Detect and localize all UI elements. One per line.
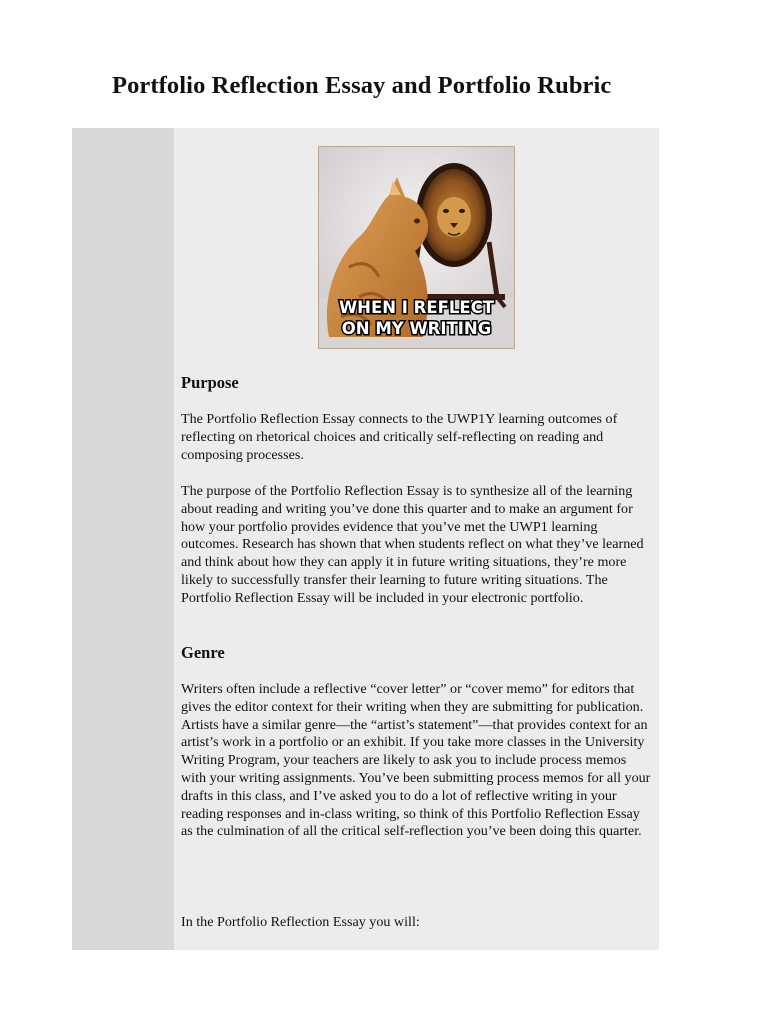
meme-caption-line2: ON MY WRITING — [341, 319, 492, 338]
purpose-paragraph-2: The purpose of the Portfolio Reflection Essay is to synthesize all of the learning about reading and writing you’ve done this quarter and to make an argument for how your portfolio provides evidence that you’ve met the UWP1 learning outcomes. Research has shown that when students reflect on what they’ve learned and think about how they can apply it in future writing situations, they’re more likely to successfully transfer their learning to future writing situations. The Portfolio Reflection Essay will be included in your electronic portfolio. — [181, 483, 644, 606]
genre-paragraph-1: Writers often include a reflective “cover letter” or “cover memo” for editors that gives the editor context for their writing when they are submitting for publication. Artists have a similar genre—the “artist’s statement”—that provides context for an artist’s work in a portfolio or an exhibit. If you take more classes in the University Writing Program, your teachers are likely to ask you to include process memos with your writing assignments. You’ve been submitting process memos for all your drafts in this class, and I’ve asked you to do a lot of reflective writing in your reading responses and in-class writing, so think of this Portfolio Reflection Essay as the culmination of all the critical self-reflection you’ve been doing this quarter. — [181, 681, 651, 840]
document-title: Portfolio Reflection Essay and Portfolio Rubric — [112, 72, 612, 99]
genre-heading: Genre — [181, 643, 225, 662]
essay-tasks-intro: In the Portfolio Reflection Essay you will: — [181, 914, 420, 930]
left-margin-strip — [72, 128, 174, 950]
purpose-paragraph-1: The Portfolio Reflection Essay connects to the UWP1Y learning outcomes of reflecting on rhetorical choices and critically self-reflecting on reading and composing processes. — [181, 411, 618, 463]
meme-caption-line1: WHEN I REFLECT — [338, 298, 495, 317]
kitten-lion-mirror-image — [318, 146, 515, 349]
purpose-heading: Purpose — [181, 373, 239, 392]
